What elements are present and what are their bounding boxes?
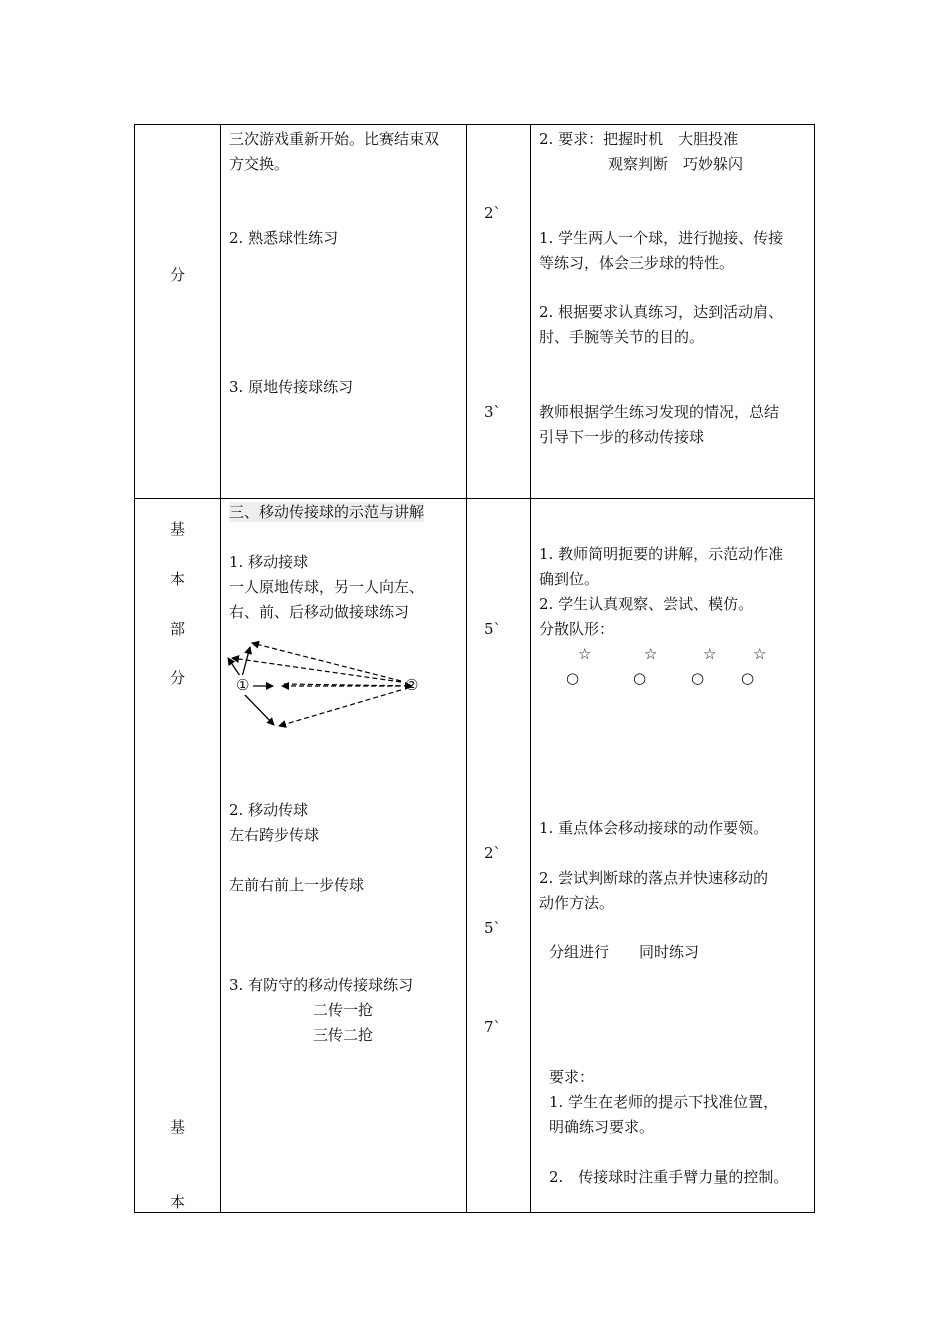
passing-diagram <box>222 640 422 730</box>
content-item: 2. 熟悉球性练习 <box>229 229 339 247</box>
time-value: 5` <box>484 919 502 937</box>
formation-star: ☆ <box>578 645 592 663</box>
section-divider <box>134 498 815 499</box>
note-line: 明确练习要求。 <box>549 1118 655 1136</box>
content-line: 三传二抢 <box>313 1026 374 1044</box>
time-value: 7` <box>484 1018 502 1036</box>
player-1-label: ① <box>236 676 250 694</box>
note-line: 引导下一步的移动传接球 <box>539 428 705 446</box>
note-line: 肘、手腕等关节的目的。 <box>539 328 705 346</box>
player-2-label: ② <box>405 676 419 694</box>
dashed-pass <box>279 690 401 726</box>
formation-label: 分散队形： <box>539 620 615 638</box>
note-line: 要求： <box>549 1068 595 1086</box>
table-right-border <box>814 124 815 1213</box>
content-line: 三次游戏重新开始。比赛结束双 <box>229 130 440 148</box>
table-left-border <box>134 124 135 1213</box>
note-line: 确到位。 <box>539 570 600 588</box>
content-line: 左右跨步传球 <box>229 826 320 844</box>
formation-star: ☆ <box>644 645 658 663</box>
formation-circle: ○ <box>691 669 705 687</box>
note-line: 观察判断 巧妙躲闪 <box>608 155 744 173</box>
note-line: 分组进行 同时练习 <box>549 943 700 961</box>
time-value: 5` <box>484 620 502 638</box>
formation-circle: ○ <box>741 669 755 687</box>
note-line: 教师根据学生练习发现的情况，总结 <box>539 403 780 421</box>
content-line: 一人原地传球，另一人向左、 <box>229 578 425 596</box>
side-label-char: 本 <box>170 1193 186 1211</box>
time-value: 2` <box>484 204 502 222</box>
content-line: 方交换。 <box>229 155 290 173</box>
content-line: 左前右前上一步传球 <box>229 876 365 894</box>
note-line: 2. 传接球时注重手臂力量的控制。 <box>549 1168 789 1186</box>
section-heading: 三、移动传接球的示范与讲解 <box>229 503 425 521</box>
note-line: 等练习，体会三步球的特性。 <box>539 254 735 272</box>
note-line: 1. 教师简明扼要的讲解，示范动作准 <box>539 545 784 563</box>
table-bottom-border <box>134 1212 815 1213</box>
content-line: 二传一抢 <box>313 1001 374 1019</box>
formation-star: ☆ <box>703 645 717 663</box>
solid-arrow <box>244 694 274 725</box>
side-label: 分 <box>170 266 186 284</box>
dashed-pass <box>252 643 401 681</box>
table-top-border <box>134 124 815 125</box>
formation-circle: ○ <box>566 669 580 687</box>
content-item: 2. 移动传球 <box>229 801 309 819</box>
content-item: 3. 有防守的移动传接球练习 <box>229 976 414 994</box>
column-divider-3 <box>530 124 531 1213</box>
note-line: 2. 要求：把握时机 大胆投准 <box>539 130 739 148</box>
side-label-char: 本 <box>170 570 186 588</box>
column-divider-1 <box>220 124 221 1213</box>
side-label-char: 基 <box>170 1118 186 1136</box>
time-value: 3` <box>484 403 502 421</box>
side-label-char: 部 <box>170 620 186 638</box>
content-line: 右、前、后移动做接球练习 <box>229 603 410 621</box>
content-item: 1. 移动接球 <box>229 553 309 571</box>
note-line: 1. 学生两人一个球，进行抛接、传接 <box>539 229 784 247</box>
solid-arrow <box>228 658 240 676</box>
solid-arrow <box>242 647 250 677</box>
note-line: 2. 根据要求认真练习，达到活动肩、 <box>539 303 784 321</box>
note-line: 1. 重点体会移动接球的动作要领。 <box>539 819 769 837</box>
dashed-pass <box>232 658 401 682</box>
note-line: 1. 学生在老师的提示下找准位置， <box>549 1093 779 1111</box>
note-line: 2. 尝试判断球的落点并快速移动的 <box>539 869 769 887</box>
time-value: 2` <box>484 844 502 862</box>
column-divider-2 <box>466 124 467 1213</box>
side-label-char: 基 <box>170 520 186 538</box>
formation-star: ☆ <box>753 645 767 663</box>
note-line: 2. 学生认真观察、尝试、模仿。 <box>539 595 754 613</box>
content-item: 3. 原地传接球练习 <box>229 378 354 396</box>
formation-circle: ○ <box>633 669 647 687</box>
side-label-char: 分 <box>170 669 186 687</box>
note-line: 动作方法。 <box>539 894 615 912</box>
